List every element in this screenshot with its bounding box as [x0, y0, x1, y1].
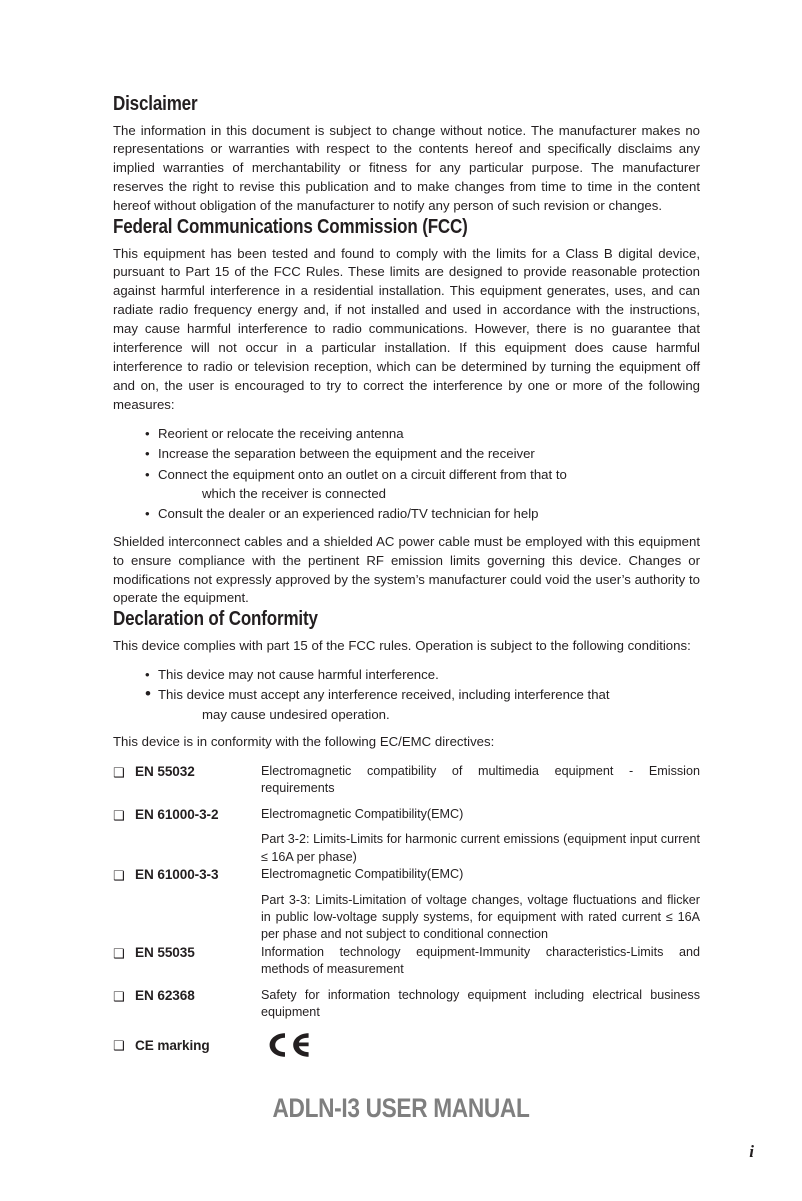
- list-item: [113, 685, 700, 724]
- list-item: [113, 465, 700, 504]
- list-item: [113, 444, 700, 463]
- page-number: i: [749, 1142, 754, 1161]
- standard-code: EN 55032: [135, 763, 195, 779]
- bullet-icon: •: [145, 425, 150, 441]
- fcc-closing-paragraph: Shielded interconnect cables and a shielded AC power cable must be employed with this equipment to ensure compliance with the pertinent RF emission limits governing this device. Changes or modifications not expressly approved by the system’s manufacturer could void the user’s authority to operate the equipment.: [113, 533, 700, 606]
- ce-marking-row: [113, 1029, 700, 1061]
- standard-description: Electromagnetic Compatibility(EMC): [261, 867, 464, 882]
- checkbox-icon: ❑: [113, 807, 125, 823]
- standard-row: [113, 866, 700, 885]
- standard-description: Safety for information technology equipment including electrical business equipment: [261, 987, 700, 1019]
- standard-code: EN 61000-3-2: [135, 806, 219, 822]
- list-item: [113, 665, 700, 684]
- checkbox-icon: ❑: [113, 988, 125, 1004]
- fcc-paragraph: This equipment has been tested and found to comply with the limits for a Class B digital device, pursuant to Part 15 of the FCC Rules. These limits are designed to provide reasonable protection against harmful interference in a residential installation. This equipment generates, uses, and can radiate radio frequency energy and, if not installed and used in accordance with the instructions, may cause harmful interference to radio communications. However, there is no guarantee that interference will not occur in a particular installation. If this equipment does cause harmful interference to radio or television reception, which can be determined by turning the equipment off and on, the user is encouraged to try to correct the interference by one or more of the following measures:: [113, 245, 700, 412]
- standard-description: Electromagnetic Compatibility(EMC): [261, 806, 464, 821]
- standard-description: Electromagnetic compatibility of multimedia equipment - Emission requirements: [261, 763, 700, 796]
- standard-row: [113, 944, 700, 979]
- standard-row: [113, 763, 700, 798]
- conformity-heading: Declaration of Conformity: [113, 607, 318, 631]
- fcc-measures-list: [113, 424, 700, 524]
- standard-code: EN 55035: [135, 944, 195, 960]
- checkbox-icon: ❑: [113, 868, 125, 884]
- bullet-icon: •: [145, 466, 150, 482]
- bullet-icon: •: [145, 666, 150, 682]
- list-item-label: This device may not cause harmful interference.: [158, 666, 439, 682]
- list-item: [113, 424, 700, 443]
- bullet-icon: •: [145, 446, 150, 462]
- standard-code: EN 62368: [135, 987, 195, 1003]
- standard-description: Information technology equipment-Immunity characteristics-Limits and methods of measurement: [261, 944, 700, 977]
- ce-mark-icon: [261, 1029, 700, 1061]
- disclaimer-paragraph: The information in this document is subject to change without notice. The manufacturer makes no representations or warranties with respect to the contents hereof and specifically disclaims any implied warranties of merchantability or fitness for any particular purpose. The manufacturer reserves the right to revise this publication and to make changes from time to time in the content hereof without obligation of the manufacturer to notify any person of such revision or changes.: [113, 122, 700, 214]
- bullet-icon: •: [145, 506, 150, 522]
- standard-code: EN 61000-3-3: [135, 867, 219, 883]
- conformity-conditions-list: [113, 665, 700, 724]
- standard-row: [113, 806, 700, 825]
- list-item-continuation: which the receiver is connected: [202, 485, 386, 501]
- checkbox-icon: ❑: [113, 764, 125, 780]
- checkbox-icon: ❑: [113, 1038, 125, 1054]
- conformity-intro: This device complies with part 15 of the FCC rules. Operation is subject to the following conditions:: [113, 637, 691, 653]
- list-item: [113, 504, 700, 523]
- list-item-label: Consult the dealer or an experienced radio/TV technician for help: [158, 506, 539, 522]
- checkbox-icon: ❑: [113, 945, 125, 961]
- list-item-label: Reorient or relocate the receiving antenna: [158, 425, 404, 441]
- footer-title: ADLN-I3 USER MANUAL: [272, 1093, 530, 1123]
- ec-emc-standards-list: [113, 763, 700, 1061]
- standard-subdescription: Part 3-2: Limits-Limits for harmonic current emissions (equipment input current ≤ 16A per phase): [261, 832, 700, 864]
- standard-row: [113, 987, 700, 1022]
- list-item-label: Connect the equipment onto an outlet on a circuit different from that to: [158, 466, 567, 482]
- page-content: [113, 93, 700, 1061]
- fcc-heading: Federal Communications Commission (FCC): [113, 215, 468, 239]
- list-item-label: Increase the separation between the equipment and the receiver: [158, 446, 535, 462]
- list-item-continuation: may cause undesired operation.: [202, 706, 390, 722]
- standard-subdescription: Part 3-3: Limits-Limitation of voltage changes, voltage fluctuations and flicker in public low-voltage supply systems, for equipment with rated current ≤ 16A per phase and not subject to conditional connection: [261, 892, 700, 942]
- bullet-icon: •: [145, 684, 151, 704]
- directives-intro: This device is in conformity with the following EC/EMC directives:: [113, 734, 495, 750]
- ce-marking-label: CE marking: [135, 1037, 210, 1053]
- list-item-label: This device must accept any interference received, including interference that: [158, 687, 610, 703]
- disclaimer-heading: Disclaimer: [113, 92, 198, 115]
